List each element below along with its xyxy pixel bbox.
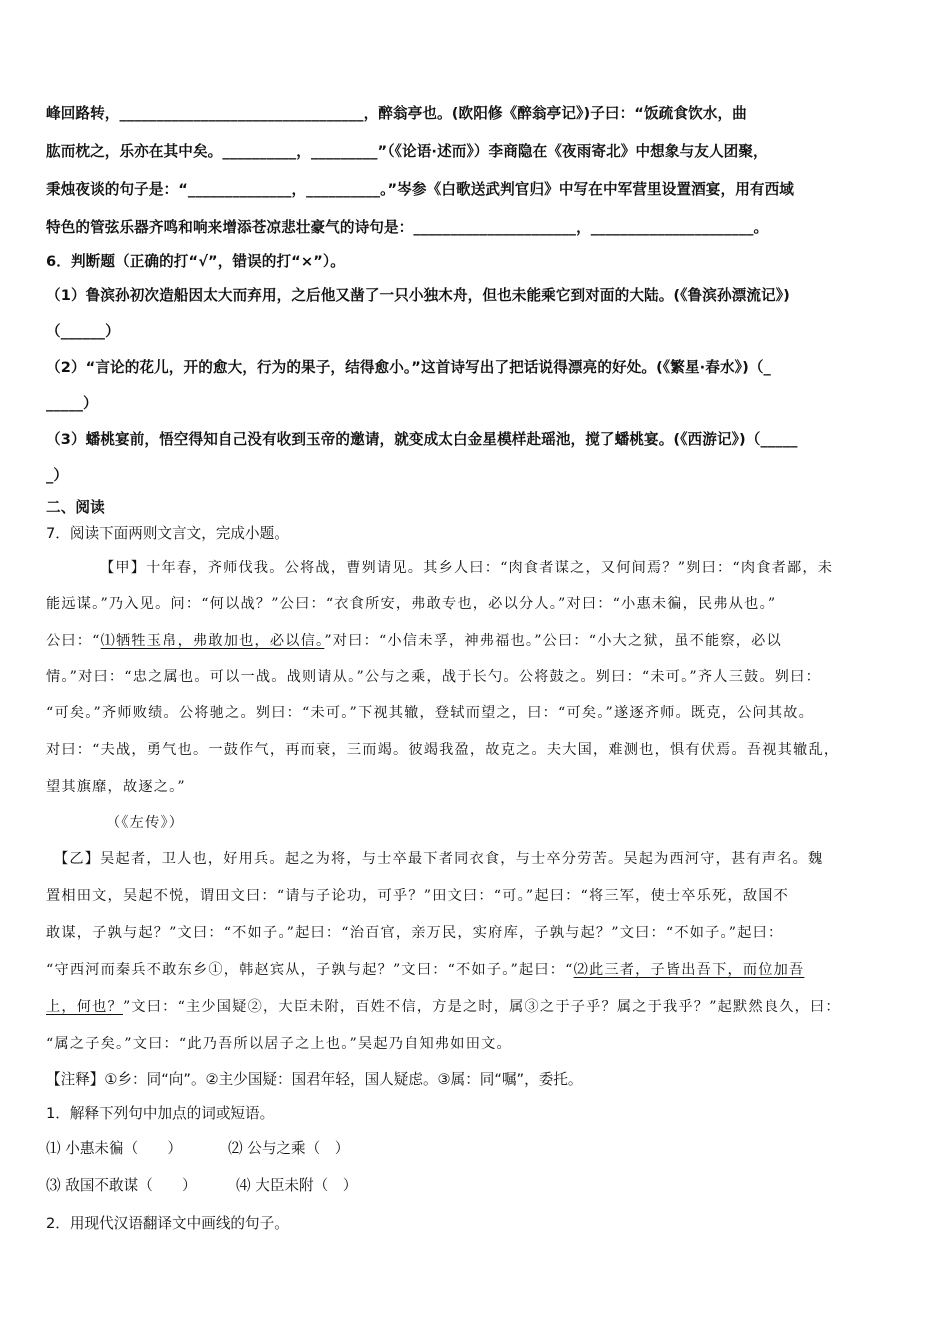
- passage-yi-line-1: 【乙】吴起者，卫人也，好用兵。起之为将，与士卒最下者同衣食，与士卒分劳苦。吴起为西河守，甚有声名。魏: [54, 851, 824, 867]
- fill-blank-line-1: 峰回路转，_________________________________，醉翁亭也。(欧阳修《醉翁亭记》)子曰：“饭疏食饮水，曲: [46, 105, 747, 122]
- reading-question-7: 7．阅读下面两则文言文，完成小题。: [46, 525, 289, 542]
- judge-question-title: 6．判断题（正确的打“√”，错误的打“×”）。: [46, 253, 345, 270]
- passage-jia-line-7: 望其旗靡，故逐之。”: [46, 779, 186, 795]
- underlined-sentence-2-part-2: 上，何也？: [46, 999, 123, 1015]
- passage-yi-line-5: [46, 996, 910, 1016]
- passage-yi-line-2: 置相田文，吴起不悦，谓田文曰：“请与子论功，可乎？”田文曰：“可。”起曰：“将三军，使士卒乐死，敌国不: [46, 888, 789, 904]
- passage-yi-line-6: “属之子矣。”文曰：“此乃吾所以居子之上也。”吴起乃自知弗如田文。: [46, 1036, 512, 1052]
- sub-question-2: 2．用现代汉语翻译文中画线的句子。: [46, 1215, 289, 1232]
- judge-item-1-answer: （______）: [46, 323, 120, 340]
- underlined-sentence-2-part-1: ⑵此三者，子皆出吾下，而位加吾: [573, 962, 805, 978]
- fill-blank-line-2: 肱而枕之，乐亦在其中矣。__________，_________”（《论语·述而》）李商隐在《夜雨寄北》中想象与友人团聚，: [46, 143, 768, 160]
- passage-jia-source: （《左传》）: [106, 815, 185, 831]
- sub-question-1-item-3: ⑶ 敌国不敢谋（ ）: [46, 1177, 197, 1194]
- sub-question-1-item-2: ⑵ 公与之乘（ ）: [228, 1140, 350, 1157]
- passage-jia-line-4: 情。”对曰：“忠之属也。可以一战。战则请从。”公与之乘，战于长勺。公将鼓之。刿曰：“未可。”齐人三鼓。刿曰：: [46, 669, 821, 685]
- passage-yi-line-4: [46, 959, 910, 979]
- annotation-notes: 【注释】①乡：同“向”。②主少国疑：国君年轻，国人疑虑。③属：同“嘱”，委托。: [46, 1071, 583, 1088]
- sub-question-1-item-4: ⑷ 大臣未附（ ）: [236, 1177, 358, 1194]
- passage-jia-line-1: 【甲】十年春，齐师伐我。公将战，曹刿请见。其乡人曰：“肉食者谋之，又何间焉？”刿曰：“肉食者鄙，未: [100, 560, 834, 576]
- passage-yi-line-5-post: ”文曰：“主少国疑②，大臣未附，百姓不信，方是之时，属③之于子乎？属之于我乎？”起默然良久，曰：: [122, 999, 841, 1015]
- passage-jia-line-6: 对曰：“夫战，勇气也。一鼓作气，再而衰，三而竭。彼竭我盈，故克之。夫大国，难测也，惧有伏焉。吾视其辙乱，: [46, 742, 840, 758]
- passage-yi-line-3: 敢谋，子孰与起？”文曰：“不如子。”起曰：“治百官，亲万民，实府库，子孰与起？”文曰：“不如子。”起曰：: [46, 925, 784, 941]
- judge-item-2: （2）“言论的花儿，开的愈大，行为的果子，结得愈小。”这首诗写出了把话说得漂亮的好处。(《繁星·春水》)（_: [46, 359, 771, 376]
- passage-jia-line-3: [46, 630, 910, 650]
- judge-item-3: （3）蟠桃宴前，悟空得知自己没有收到玉帝的邀请，就变成太白金星模样赴瑶池，搅了蟠桃宴。(《西游记》)（_____: [46, 431, 798, 448]
- judge-item-2-answer: _____）: [46, 395, 98, 412]
- judge-item-1: （1）鲁滨孙初次造船因太大而弃用，之后他又凿了一只小独木舟，但也未能乘它到对面的大陆。(《鲁滨孙漂流记》): [46, 287, 790, 304]
- passage-jia-line-3-pre: 公曰：“: [46, 633, 101, 649]
- section-title: 二、阅读: [46, 499, 105, 516]
- passage-jia-line-3-post: ”对曰：“小信未孚，神弗福也。”公曰：“小大之狱，虽不能察，必以: [324, 633, 782, 649]
- passage-jia-line-2: 能远谋。”乃入见。问：“何以战？”公曰：“衣食所安，弗敢专也，必以分人。”对曰：“小惠未徧，民弗从也。”: [46, 596, 777, 612]
- passage-jia-line-5: “可矣。”齐师败绩。公将驰之。刿曰：“未可。”下视其辙，登轼而望之，曰：“可矣。”遂逐齐师。既克，公问其故。: [46, 705, 815, 721]
- sub-question-1-item-1: ⑴ 小惠未徧（ ）: [46, 1140, 182, 1157]
- passage-yi-line-4-pre: “守西河而秦兵不敢东乡①，韩赵宾从，子孰与起？”文曰：“不如子。”起曰：“: [46, 962, 574, 978]
- judge-item-3-answer: _）: [46, 467, 69, 484]
- underlined-sentence-1: ⑴牺牲玉帛，弗敢加也，必以信。: [100, 633, 325, 649]
- sub-question-1: 1．解释下列句中加点的词或短语。: [46, 1105, 275, 1122]
- fill-blank-line-4: 特色的管弦乐器齐鸣和响来增添苍凉悲壮豪气的诗句是：______________________，______________________。: [46, 219, 769, 236]
- fill-blank-line-3: 秉烛夜谈的句子是：“______________，__________。”岑参《白歌送武判官归》中写在中军营里设置酒宴，用有西域: [46, 181, 794, 198]
